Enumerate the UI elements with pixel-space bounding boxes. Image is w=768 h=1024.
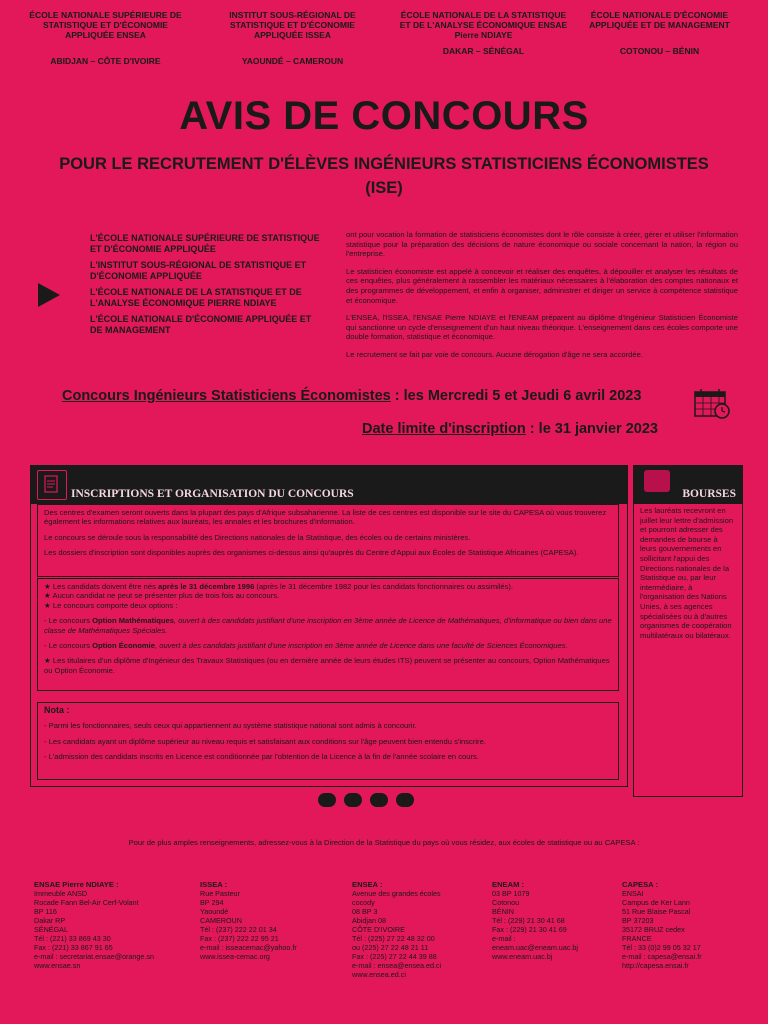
intro-paragraph: ont pour vocation la formation de statisticiens économistes dont le rôle consiste à créer, gérer et utiliser l'information statistique pour la préparation des décisions de nature économique ou sociale concernant la nation, la région ou l'entreprise. bbox=[346, 230, 738, 259]
contact-line: Fax : (237) 222 22 95 21 bbox=[200, 934, 279, 943]
contact-line: ou (225) 27 22 48 21 11 bbox=[352, 943, 429, 952]
contact-line: Yaoundé bbox=[200, 907, 229, 916]
nota-title: Nota : bbox=[44, 705, 70, 715]
bourses-header bbox=[634, 466, 742, 504]
contact-line: http://capesa.ensai.fr bbox=[622, 961, 689, 970]
contact-line: www.eneam.uac.bj bbox=[492, 952, 553, 961]
contact-line: Rocade Fann Bel-Air Cerf-Volant bbox=[34, 898, 139, 907]
contact-capesa: CAPESA : ENSAI Campus de Ker Lann 51 Rue Blaise Pascal BP 37203 35172 BRUZ cedex FRANCE Tél : 33 (0)2 99 05 32 17 e-mail : capesa@ensai.fr http://capesa.ensai.fr bbox=[622, 880, 702, 970]
contact-line: e-mail : capesa@ensai.fr bbox=[622, 952, 702, 961]
condition-item: ★ Le concours comporte deux options : bbox=[44, 600, 178, 610]
option-economie: - Le concours Option Économie, ouvert à des candidats justifiant d'une inscription en 3ème année de Licence dans une faculté de Sciences Économiques. bbox=[44, 641, 568, 651]
condition-item: ★ Les candidats doivent être nés après le 31 décembre 1996 (après le 31 décembre 1982 pour les candidats fonctionnaires ou assimilés). bbox=[44, 582, 514, 591]
header-school-ensea: ÉCOLE NATIONALE SUPÉRIEURE DE STATISTIQUE ET D'ÉCONOMIE APPLIQUÉE ENSEA ABIDJAN – CÔTE D'IVOIRE bbox=[18, 10, 193, 66]
header-school-eneam: ÉCOLE NATIONALE D'ÉCONOMIE APPLIQUÉE ET DE MANAGEMENT COTONOU – BÉNIN bbox=[572, 10, 747, 56]
web-icon[interactable] bbox=[396, 793, 414, 807]
inscriptions-section bbox=[30, 465, 628, 787]
contact-line: SÉNÉGAL bbox=[34, 925, 68, 934]
bourses-title: BOURSES bbox=[682, 488, 736, 500]
email-icon[interactable] bbox=[318, 793, 336, 807]
contact-line: www.issea-cemac.org bbox=[200, 952, 270, 961]
money-bag-icon bbox=[644, 470, 670, 492]
contact-line: CAMEROUN bbox=[200, 916, 242, 925]
social-icons bbox=[318, 793, 428, 809]
contact-line: e-mail : ensea@ensea.ed.ci bbox=[352, 961, 442, 970]
contact-line: 03 BP 1079 bbox=[492, 889, 530, 898]
exam-dates: Concours Ingénieurs Statisticiens Économistes : les Mercredi 5 et Jeudi 6 avril 2023 bbox=[62, 388, 642, 404]
contact-eneam: ENEAM : 03 BP 1079 Cotonou BÉNIN Tél : (229) 21 30 41 68 Fax : (229) 21 30 41 69 e-mail : eneam.uac@eneam.uac.bj www.eneam.uac.bj bbox=[492, 880, 579, 961]
inscriptions-title: INSCRIPTIONS ET ORGANISATION DU CONCOURS bbox=[71, 488, 354, 500]
contact-line: Avenue des grandes écoles bbox=[352, 889, 441, 898]
contact-line: Rue Pasteur bbox=[200, 889, 240, 898]
contact-line: BP 294 bbox=[200, 898, 224, 907]
condition-item: ★ Les titulaires d'un diplôme d'Ingénieur des Travaux Statistiques (ou en dernière année de leurs études ITS) peuvent se présenter au concours, Option Mathématiques ou Option Économie. bbox=[44, 656, 610, 675]
registration-deadline: Date limite d'inscription : le 31 janvier 2023 bbox=[362, 421, 658, 437]
bourses-text: Les lauréats recevront en juillet leur lettre d'admission et pourront adresser des demandes de bourse à leurs gouvernements en sollicitant l'appui des Directions nationales de la Statistique ou, par leur intermédiaire, à l'organisation des Nations Unies, à ses agences spécialisées ou à d'autres organismes de coopération multilatéraux ou bilatéraux. bbox=[640, 506, 734, 640]
inscriptions-conditions bbox=[37, 578, 619, 691]
contact-line: Tél : 33 (0)2 99 05 32 17 bbox=[622, 943, 701, 952]
document-icon bbox=[37, 470, 67, 500]
contact-line: Fax : (221) 33 867 91 65 bbox=[34, 943, 113, 952]
contact-line: CÔTE D'IVOIRE bbox=[352, 925, 405, 934]
header-school-ensae: ÉCOLE NATIONALE DE LA STATISTIQUE ET DE L'ANALYSE ÉCONOMIQUE ENSAE Pierre NDIAYE DAKAR – SÉNÉGAL bbox=[396, 10, 571, 56]
footer-info: Pour de plus amples renseignements, adressez-vous à la Direction de la Statistique du pays où vous résidez, aux écoles de statistique ou au CAPESA : bbox=[128, 838, 640, 847]
contact-line: Tél : (237) 222 22 01 34 bbox=[200, 925, 277, 934]
intro-paragraph: Le statisticien économiste est appelé à concevoir et réaliser des enquêtes, à dépouiller et analyser les résultats de ces enquêtes, plus généralement à rassembler les matériaux nécessaires à l'élaboration des comptes nationaux et des programmes de développement, et enfin à organiser, administrer et diriger un service à compétence statistique et économique. bbox=[346, 266, 738, 305]
schools-list-item: L'ÉCOLE NATIONALE D'ÉCONOMIE APPLIQUÉE ET DE MANAGEMENT bbox=[90, 314, 312, 335]
contact-issea: ISSEA : Rue Pasteur BP 294 Yaoundé CAMEROUN Tél : (237) 222 22 01 34 Fax : (237) 222 22 95 21 e-mail : isseacemac@yahoo.fr www.issea-cemac.org bbox=[200, 880, 297, 961]
inscriptions-nota bbox=[37, 702, 619, 780]
condition-item: ★ Aucun candidat ne peut se présenter plus de trois fois au concours. bbox=[44, 591, 280, 601]
contact-line: Tél : (229) 21 30 41 68 bbox=[492, 916, 565, 925]
page-subtitle: POUR LE RECRUTEMENT D'ÉLÈVES INGÉNIEURS STATISTICIENS ÉCONOMISTES (ISE) bbox=[59, 155, 709, 197]
contact-line: e-mail : bbox=[492, 934, 516, 943]
contact-line: eneam.uac@eneam.uac.bj bbox=[492, 943, 579, 952]
contact-ensae: ENSAE Pierre NDIAYE : Immeuble ANSD Rocade Fann Bel-Air Cerf-Volant BP 116 Dakar RP SÉNÉGAL Tél : (221) 33 869 43 30 Fax : (221) 33 867 91 65 e-mail : secretariat.ensae@orange.sn www.ensae.sn bbox=[34, 880, 154, 970]
bourses-section bbox=[633, 465, 743, 797]
contact-line: Fax : (229) 21 30 41 69 bbox=[492, 925, 567, 934]
contact-line: Campus de Ker Lann bbox=[622, 898, 690, 907]
contact-line: Immeuble ANSD bbox=[34, 889, 88, 898]
contact-line: cocody bbox=[352, 898, 375, 907]
intro-paragraph: L'ENSEA, l'ISSEA, l'ENSAE Pierre NDIAYE et l'ENEAM préparent au diplôme d'Ingénieur Statisticien Économiste qui sanctionne un cycle d'enseignement d'un haut niveau théorique. L'enseignement dans ces écoles comporte une double formation, statistique et économique. bbox=[346, 313, 738, 342]
contact-line: 51 Rue Blaise Pascal bbox=[622, 907, 691, 916]
contact-line: e-mail : secretariat.ensae@orange.sn bbox=[34, 952, 154, 961]
play-arrow-icon bbox=[38, 283, 60, 307]
schools-list bbox=[90, 233, 320, 341]
inscriptions-header bbox=[31, 466, 627, 504]
option-maths: - Le concours Option Mathématiques, ouvert à des candidats justifiant d'une inscription en 3ème année de Licence de Mathématiques, d'informatique ou bien dans une classe de Mathématiques Spéciales. bbox=[44, 616, 612, 635]
contact-line: www.ensae.sn bbox=[34, 961, 81, 970]
header-school-issea: INSTITUT SOUS-RÉGIONAL DE STATISTIQUE ET D'ÉCONOMIE APPLIQUÉE ISSEA YAOUNDÉ – CAMEROUN bbox=[205, 10, 380, 66]
contact-line: Abidjan 08 bbox=[352, 916, 386, 925]
header-city: ABIDJAN – CÔTE D'IVOIRE bbox=[50, 56, 161, 66]
schools-list-item: L'ÉCOLE NATIONALE SUPÉRIEURE DE STATISTIQUE ET D'ÉCONOMIE APPLIQUÉE bbox=[90, 233, 320, 254]
page-title: AVIS DE CONCOURS bbox=[179, 94, 589, 138]
contact-line: Tél : (221) 33 869 43 30 bbox=[34, 934, 111, 943]
youtube-icon[interactable] bbox=[370, 793, 388, 807]
schools-list-item: L'INSTITUT SOUS-RÉGIONAL DE STATISTIQUE ET D'ÉCONOMIE APPLIQUÉE bbox=[90, 260, 307, 281]
nota-item: - L'admission des candidats inscrits en Licence est conditionnée par l'obtention de la Licence à la fin de l'année scolaire en cours. bbox=[44, 752, 479, 762]
contact-line: Fax : (225) 27 22 44 39 88 bbox=[352, 952, 437, 961]
contact-line: BÉNIN bbox=[492, 907, 514, 916]
contact-line: www.ensea.ed.ci bbox=[352, 970, 406, 979]
contact-line: BP 116 bbox=[34, 907, 57, 916]
contact-line: Dakar RP bbox=[34, 916, 66, 925]
contact-line: 35172 BRUZ cedex bbox=[622, 925, 685, 934]
contact-line: e-mail : isseacemac@yahoo.fr bbox=[200, 943, 297, 952]
inscriptions-general: Des centres d'examen seront ouverts dans la plupart des pays d'Afrique subsaharienne. La liste de ces centres est disponible sur le site du CAPESA où vous trouverez également les informations relatives aux lauréats, les annales et les brochures d'information. Le concours se déroule sous la responsabilité des Directions nationales de la Statistique, des écoles ou de certains ministères. Les dossiers d'inscription sont disponibles auprès des organismes ci-dessus ainsi qu'auprès du Centre d'Appui aux Écoles de Statistique Africaines (CAPESA). bbox=[37, 504, 619, 577]
contact-line: 08 BP 3 bbox=[352, 907, 378, 916]
header-city: DAKAR – SÉNÉGAL bbox=[442, 46, 525, 56]
contact-line: Cotonou bbox=[492, 898, 520, 907]
header-city: YAOUNDÉ – CAMEROUN bbox=[241, 56, 344, 66]
contact-line: FRANCE bbox=[622, 934, 652, 943]
contact-line: Tél : (225) 27 22 48 32 00 bbox=[352, 934, 435, 943]
nota-item: - Parmi les fonctionnaires, seuls ceux qui appartiennent au système statistique national sont admis à concourir. bbox=[44, 721, 417, 731]
schools-list-item: L'ÉCOLE NATIONALE DE LA STATISTIQUE ET DE L'ANALYSE ÉCONOMIQUE PIERRE NDIAYE bbox=[90, 287, 302, 308]
facebook-icon[interactable] bbox=[344, 793, 362, 807]
contact-line: BP 37203 bbox=[622, 916, 654, 925]
header-city: COTONOU – BÉNIN bbox=[619, 46, 700, 56]
contact-ensea: ENSEA : Avenue des grandes écoles cocody 08 BP 3 Abidjan 08 CÔTE D'IVOIRE Tél : (225) 27 22 48 32 00 ou (225) 27 22 48 21 11 Fax : (225) 27 22 44 39 88 e-mail : ensea@ensea.ed.ci www.ensea.ed.ci bbox=[352, 880, 442, 979]
intro-paragraph: Le recrutement se fait par voie de concours. Aucune dérogation d'âge ne sera accordée. bbox=[346, 349, 643, 359]
calendar-icon bbox=[693, 388, 731, 420]
nota-item: - Les candidats ayant un diplôme supérieur au niveau requis et satisfaisant aux conditions sur l'âge peuvent bien entendu s'inscrire. bbox=[44, 736, 486, 746]
intro-text bbox=[346, 230, 738, 368]
contact-line: ENSAI bbox=[622, 889, 644, 898]
